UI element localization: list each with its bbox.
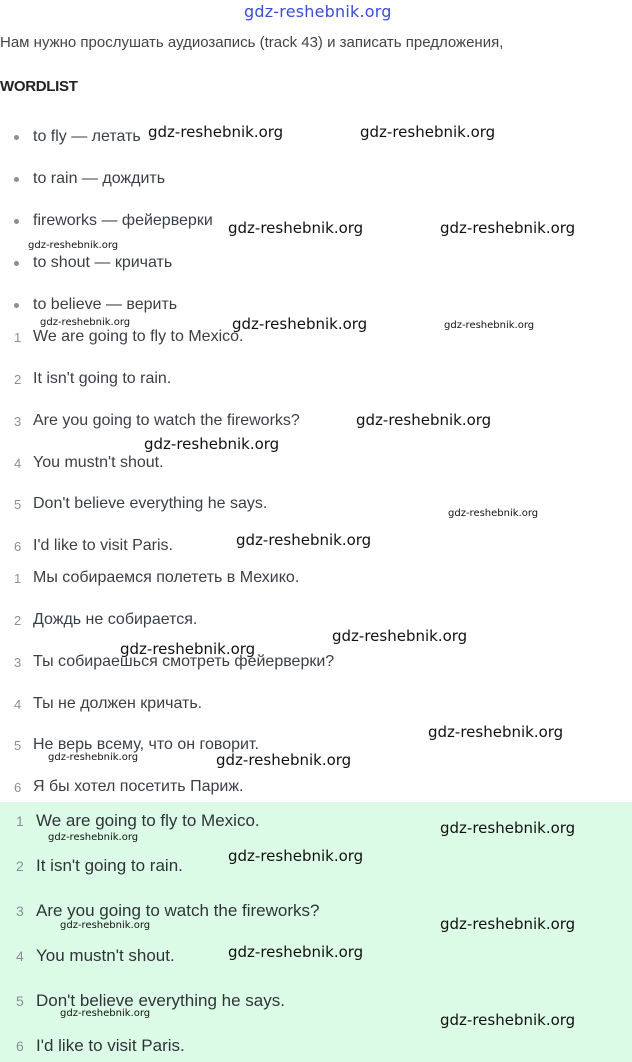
watermark: gdz-reshebnik.org xyxy=(40,317,131,328)
sentence-number: 3 xyxy=(14,655,22,670)
watermark: gdz-reshebnik.org xyxy=(60,920,151,931)
answer-number: 1 xyxy=(16,813,24,829)
sentence-number: 1 xyxy=(14,330,22,345)
sentence-number: 6 xyxy=(14,780,22,795)
watermark: gdz-reshebnik.org xyxy=(48,832,139,843)
bullet-icon xyxy=(14,219,19,224)
watermark: gdz-reshebnik.org xyxy=(444,320,535,331)
bullet-icon xyxy=(14,177,19,182)
watermark: gdz-reshebnik.org xyxy=(440,915,576,933)
watermark: gdz-reshebnik.org xyxy=(448,508,539,519)
watermark: gdz-reshebnik.org xyxy=(228,847,364,865)
watermark: gdz-reshebnik.org xyxy=(356,411,492,429)
answer-number: 5 xyxy=(16,993,24,1009)
watermark: gdz-reshebnik.org xyxy=(60,1008,151,1019)
wordlist-item: fireworks — фейерверки xyxy=(33,212,213,229)
bullet-icon xyxy=(14,303,19,308)
sentence-ru: Я бы хотел посетить Париж. xyxy=(33,778,244,795)
wordlist-item: to shout — кричать xyxy=(33,254,173,271)
answer-text: Are you going to watch the fireworks? xyxy=(36,901,320,920)
site-logo[interactable]: gdz-reshebnik.org xyxy=(244,2,392,21)
watermark: gdz-reshebnik.org xyxy=(148,123,284,141)
answer-text: It isn't going to rain. xyxy=(36,856,183,875)
answer-text: You mustn't shout. xyxy=(36,946,175,965)
watermark: gdz-reshebnik.org xyxy=(228,219,364,237)
watermark: gdz-reshebnik.org xyxy=(440,1011,576,1029)
watermark: gdz-reshebnik.org xyxy=(48,752,139,763)
sentence-number: 2 xyxy=(14,372,22,387)
sentence-en: Don't believe everything he says. xyxy=(33,495,268,512)
sentence-en: Are you going to watch the fireworks? xyxy=(33,412,300,429)
intro-text: Нам нужно прослушать аудиозапись (track 43) и записать предложения, xyxy=(0,34,504,51)
watermark: gdz-reshebnik.org xyxy=(428,723,564,741)
sentence-ru: Дождь не собирается. xyxy=(33,611,198,628)
sentence-number: 2 xyxy=(14,613,22,628)
bullet-icon xyxy=(14,135,19,140)
sentence-en: We are going to fly to Mexico. xyxy=(33,328,244,345)
watermark: gdz-reshebnik.org xyxy=(120,640,256,658)
sentence-number: 5 xyxy=(14,497,22,512)
watermark: gdz-reshebnik.org xyxy=(440,219,576,237)
sentence-number: 6 xyxy=(14,539,22,554)
sentence-number: 3 xyxy=(14,414,22,429)
sentence-ru: Не верь всему, что он говорит. xyxy=(33,736,259,753)
wordlist-item: to fly — летать xyxy=(33,128,141,145)
watermark: gdz-reshebnik.org xyxy=(236,531,372,549)
sentence-number: 1 xyxy=(14,571,22,586)
answer-number: 4 xyxy=(16,948,24,964)
answer-number: 6 xyxy=(16,1038,24,1054)
bullet-icon xyxy=(14,261,19,266)
sentence-en: It isn't going to rain. xyxy=(33,370,172,387)
sentence-ru: Мы собираемся полететь в Мехико. xyxy=(33,569,300,586)
watermark: gdz-reshebnik.org xyxy=(332,627,468,645)
sentence-ru: Ты собираешься смотреть фейерверки? xyxy=(33,653,335,670)
watermark: gdz-reshebnik.org xyxy=(232,315,368,333)
sentence-en: I'd like to visit Paris. xyxy=(33,537,173,554)
watermark: gdz-reshebnik.org xyxy=(28,240,119,251)
answer-number: 2 xyxy=(16,858,24,874)
watermark: gdz-reshebnik.org xyxy=(228,943,364,961)
answer-text: I'd like to visit Paris. xyxy=(36,1036,185,1055)
sentence-ru: Ты не должен кричать. xyxy=(33,695,203,712)
sentence-en: You mustn't shout. xyxy=(33,454,164,471)
watermark: gdz-reshebnik.org xyxy=(216,751,352,769)
answer-number: 3 xyxy=(16,903,24,919)
wordlist-item: to believe — верить xyxy=(33,296,178,313)
sentence-number: 5 xyxy=(14,738,22,753)
wordlist-item: to rain — дождить xyxy=(33,170,166,187)
sentence-number: 4 xyxy=(14,456,22,471)
watermark: gdz-reshebnik.org xyxy=(360,123,496,141)
answer-text: We are going to fly to Mexico. xyxy=(36,811,260,830)
answer-text: Don't believe everything he says. xyxy=(36,991,285,1010)
sentence-number: 4 xyxy=(14,697,22,712)
wordlist-heading: WORDLIST xyxy=(0,78,78,95)
watermark: gdz-reshebnik.org xyxy=(144,435,280,453)
watermark: gdz-reshebnik.org xyxy=(440,819,576,837)
